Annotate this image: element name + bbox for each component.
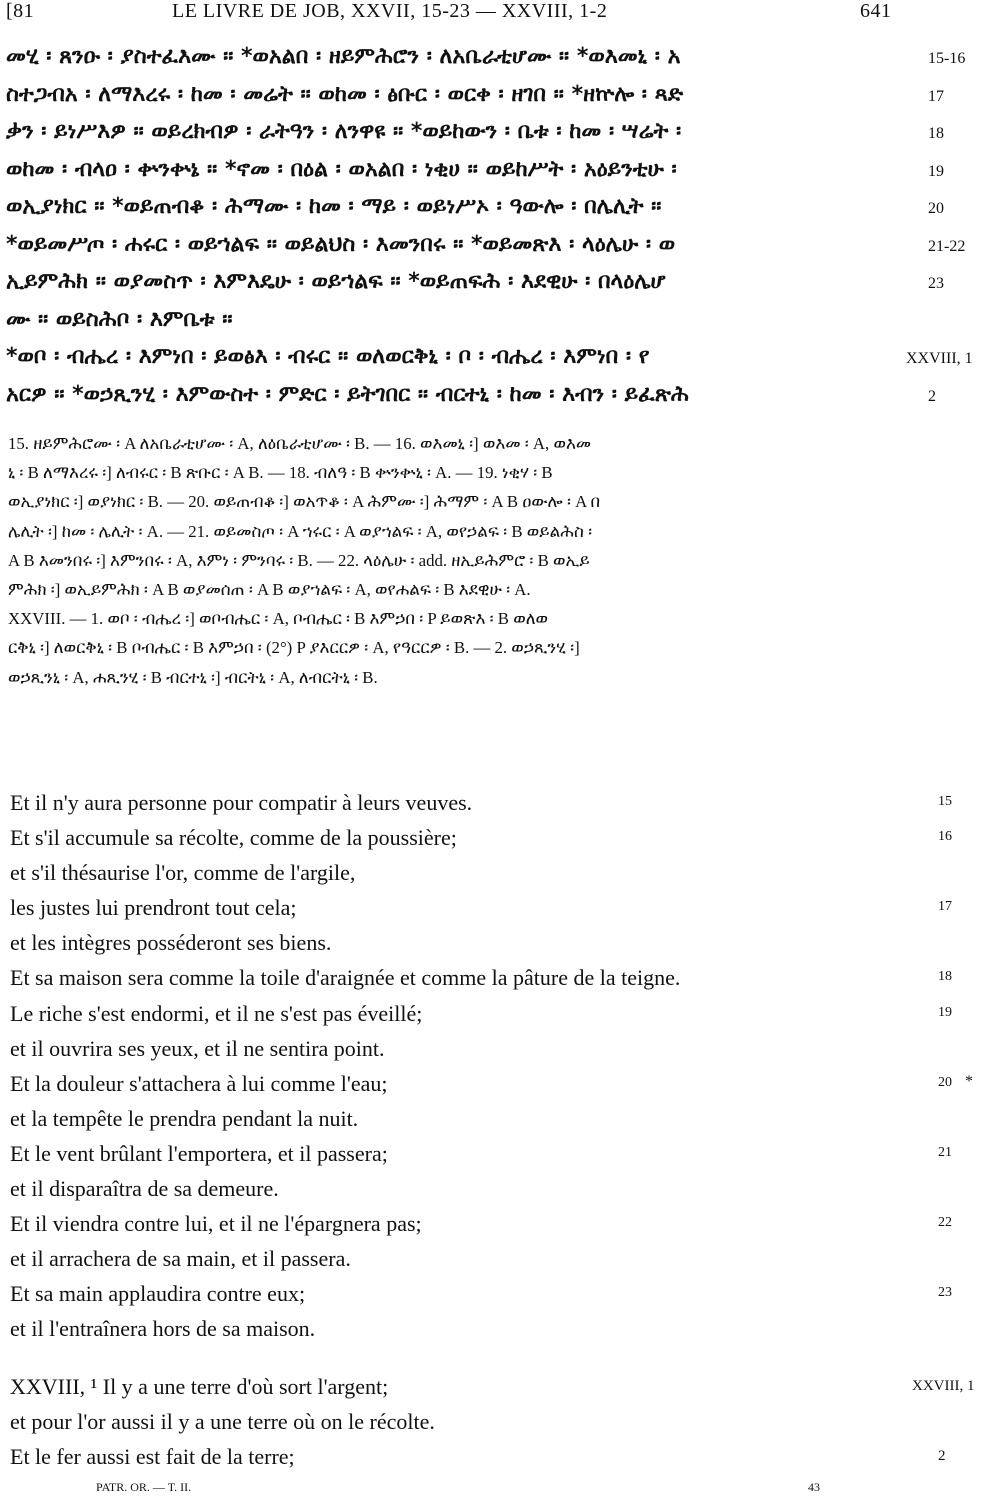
french-line-text: Et il n'y aura personne pour compatir à leurs veuves. bbox=[10, 790, 473, 815]
verse-number: XXVIII, 1 bbox=[906, 350, 973, 367]
french-line bbox=[10, 790, 990, 825]
french-line bbox=[10, 1374, 1000, 1409]
french-line bbox=[10, 1409, 1000, 1444]
verse-number: 15-16 bbox=[928, 50, 966, 67]
french-line-text: et il ouvrira ses yeux, et il ne sentira point. bbox=[10, 1035, 385, 1061]
apparatus-line: A B እመንበሩ ፡] እምንበሩ ፡ A, እምነ ፡ ምንባሩ ፡ B. — 22. ላዕሌሁ ፡ add. ዘኢይሕምሮ ፡ B ወኢይ bbox=[8, 550, 590, 570]
french-line-text: et la tempête le prendra pendant la nuit. bbox=[10, 1105, 359, 1131]
running-title: LE LIVRE DE JOB, XXVII, 15-23 — XXVIII, 1-2 bbox=[172, 0, 608, 22]
french-line-text: et il disparaîtra de sa demeure. bbox=[10, 1176, 279, 1202]
ethiopic-line bbox=[6, 307, 986, 345]
french-translation-block bbox=[10, 790, 990, 1352]
apparatus-line: XXVIII. — 1. ወቦ ፡ ብሔረ ፡] ወቦብሔር ፡ A, ቦብሔር ፡ B እምኃበ ፡ P ይወጽእ ፡ B ወለወ bbox=[8, 609, 549, 629]
verse-number: 16 bbox=[938, 829, 952, 845]
verse-number: 19 bbox=[928, 162, 944, 180]
french-line bbox=[10, 1176, 990, 1211]
french-line bbox=[10, 1444, 1000, 1479]
ethiopic-line-text: *ወቦ ፡ ብሔረ ፡ እምነበ ፡ ይወፅእ ፡ ብሩር ። ወለወርቅኒ ፡ ቦ ፡ ብሔረ ፡ እምነበ ፡ የ bbox=[6, 344, 650, 369]
french-line-text: Et le fer aussi est fait de la terre; bbox=[10, 1444, 295, 1470]
french-line bbox=[10, 1281, 990, 1316]
ethiopic-line-text: ወከመ ፡ ብላዐ ፡ ቍንቍኔ ። *ኖመ ፡ በዕል ፡ ወአልበ ፡ ነቂሀ ። ወይከሥት ፡ አዕይንቲሁ ፡ bbox=[6, 156, 677, 182]
ethiopic-line-text: ስተጋብአ ፡ ለማእረሩ ፡ ከመ ፡ መሬት ። ወከመ ፡ ፅቡር ፡ ወርቀ ፡ ዘገበ ። *ዘኵሎ ፡ ጻድ bbox=[6, 81, 684, 107]
signature-mark: 43 bbox=[808, 1480, 820, 1494]
french-line-text: et il arrachera de sa main, et il passera. bbox=[10, 1246, 351, 1272]
apparatus-line: ኒ ፡ B ለማእረሩ ፡] ለብሩር ፡ B ጽቡር ፡ A B. — 18. ብለዓ ፡ B ቍንቍኒ ፡ A. — 19. ነቂሃ ፡ B bbox=[8, 463, 553, 483]
french-line-text: Le riche s'est endormi, et il ne s'est pas éveillé; bbox=[10, 1000, 423, 1026]
verse-number: 23 bbox=[928, 275, 944, 292]
ethiopic-line bbox=[6, 157, 986, 195]
page-bracket-number: [81 bbox=[6, 0, 35, 22]
ethiopic-line bbox=[6, 382, 986, 420]
running-header bbox=[0, 0, 1000, 24]
french-line-text: et pour l'or aussi il y a une terre où on le récolte. bbox=[10, 1409, 435, 1435]
french-line-text: Et sa main applaudira contre eux; bbox=[10, 1281, 306, 1307]
apparatus-line: ርቅኒ ፡] ለወርቅኒ ፡ B ቦብሔር ፡ B እምኃበ ፡ (2°) P ያእርርዎ ፡ A, የዓርርዎ ፡ B. — 2. ወኃጺንሂ ፡] bbox=[8, 638, 580, 658]
footer-series-label: PATR. OR. — T. II. bbox=[96, 1480, 192, 1494]
ethiopic-line bbox=[6, 44, 986, 82]
french-line bbox=[10, 860, 990, 895]
verse-number: 18 bbox=[928, 125, 944, 142]
verse-number: 15 bbox=[938, 794, 952, 809]
verse-number: 2 bbox=[938, 1448, 946, 1465]
verse-number: XXVIII, 1 bbox=[912, 1378, 975, 1394]
critical-apparatus bbox=[8, 434, 908, 697]
ethiopic-line-text: አርዎ ። *ወኃጺንሂ ፡ እምውስተ ፡ ምድር ፡ ይትገበር ። ብርተኒ ፡ ከመ ፡ እብን ፡ ይፈጽሕ bbox=[6, 381, 689, 407]
verse-number: 21 bbox=[938, 1144, 952, 1160]
french-line bbox=[10, 1246, 990, 1281]
french-line-text: Et la douleur s'attachera à lui comme l'eau; bbox=[10, 1070, 388, 1096]
verse-number: 17 bbox=[938, 899, 952, 915]
french-line bbox=[10, 1316, 990, 1351]
french-line-text: Et il viendra contre lui, et il ne l'épargnera pas; bbox=[10, 1211, 422, 1237]
french-translation-block-chapter-28 bbox=[10, 1374, 1000, 1479]
french-line bbox=[10, 1071, 990, 1106]
french-line bbox=[10, 1106, 990, 1141]
ethiopic-line bbox=[6, 194, 986, 232]
verse-number: 17 bbox=[928, 87, 944, 105]
ethiopic-text-block bbox=[6, 44, 986, 419]
note-asterisk: * bbox=[965, 1072, 973, 1090]
ethiopic-line bbox=[6, 269, 986, 307]
french-line bbox=[10, 895, 990, 930]
french-line bbox=[10, 965, 990, 1000]
french-line-text: XXVIII, ¹ Il y a une terre d'où sort l'argent; bbox=[10, 1374, 389, 1399]
apparatus-line: ወኃጺንኒ ፡ A, ሐጺንሂ ፡ B ብርተኒ ፡] ብርትኒ ፡ A, ለብርትኒ ፡ B. bbox=[8, 667, 378, 687]
french-line bbox=[10, 1001, 990, 1036]
ethiopic-line bbox=[6, 119, 986, 157]
verse-number: 21-22 bbox=[928, 237, 966, 255]
ethiopic-line-text: ቃን ፡ ይነሥእዎ ። ወይረክብዎ ፡ ራትዓን ፡ ለንዋዩ ። *ወይከውን ፡ ቤቱ ፡ ከመ ፡ ሣሬት ፡ bbox=[6, 119, 682, 144]
verse-number: 20 bbox=[928, 200, 944, 217]
apparatus-line: ምሕክ ፡] ወኢይምሕክ ፡ A B ወያመሰጠ ፡ A B ወያኀልፍ ፡ A, ወየሐልፍ ፡ B እደዊሁ ፡ A. bbox=[8, 579, 531, 599]
verse-number: 18 bbox=[938, 969, 952, 985]
french-line-text: et s'il thésaurise l'or, comme de l'argile, bbox=[10, 860, 356, 886]
verse-number: 22 bbox=[938, 1215, 952, 1231]
french-line bbox=[10, 1036, 990, 1071]
ethiopic-line-text: *ወይመሥጦ ፡ ሐሩር ፡ ወይኀልፍ ። ወይልህስ ፡ እመንበሩ ። *ወይመጽእ ፡ ላዕሌሁ ፡ ወ bbox=[6, 231, 676, 257]
french-line bbox=[10, 1211, 990, 1246]
verse-number: 20 bbox=[938, 1074, 952, 1090]
ethiopic-line bbox=[6, 344, 986, 382]
french-line-text: Et s'il accumule sa récolte, comme de la poussière; bbox=[10, 825, 457, 851]
verse-number: 19 bbox=[938, 1004, 952, 1020]
french-line bbox=[10, 930, 990, 965]
ethiopic-line-text: ኢይምሕክ ። ወያመስጥ ፡ እምእዴሁ ፡ ወይኀልፍ ። *ወይጠፍሕ ፡ እደዊሁ ፡ በላዕሌሆ bbox=[6, 269, 666, 294]
ethiopic-line-text: መሂ ፡ ጸንዑ ፡ ያስተፈእሙ ። *ወአልበ ፡ ዘይምሕሮን ፡ ለአቤራቲሆሙ ። *ወእመኒ ፡ አ bbox=[6, 44, 681, 69]
french-line bbox=[10, 1141, 990, 1176]
apparatus-line: 15. ዘይምሕሮሙ ፡ A ለአቤራቲሆሙ ፡ A, ለዕቤራቲሆሙ ፡ B. — 16. ወእመኒ ፡] ወእመ ፡ A, ወእመ bbox=[8, 434, 592, 453]
french-line-text: les justes lui prendront tout cela; bbox=[10, 895, 297, 921]
verse-number: 2 bbox=[928, 387, 936, 405]
apparatus-line: ወኢያነክር ፡] ወያነክር ፡ B. — 20. ወይጠብቆ ፡] ወአጥቆ ፡ A ሕምሙ ፡] ሕማም ፡ A B ዐውሎ ፡ A በ bbox=[8, 492, 601, 512]
apparatus-line: ሌሊት ፡] ከመ ፡ ሌሊት ፡ A. — 21. ወይመስጦ ፡ A ኀሩር ፡ A ወያኀልፍ ፡ A, ወየኃልፍ ፡ B ወይልሕስ ፡ bbox=[8, 521, 593, 541]
ethiopic-line-text: ወኢያነክር ። *ወይጠብቆ ፡ ሕማሙ ፡ ከመ ፡ ማይ ፡ ወይነሥኦ ፡ ዓውሎ ፡ በሌሊት ። bbox=[6, 194, 662, 219]
ethiopic-line bbox=[6, 232, 986, 270]
ethiopic-line bbox=[6, 82, 986, 120]
french-line-text: Et le vent brûlant l'emportera, et il passera; bbox=[10, 1140, 388, 1166]
ethiopic-line-text: ሙ ። ወይስሕቦ ፡ እምቤቱ ። bbox=[6, 306, 233, 332]
french-line-text: et il l'entraînera hors de sa maison. bbox=[10, 1316, 316, 1342]
french-line-text: et les intègres posséderont ses biens. bbox=[10, 930, 332, 956]
page-number: 641 bbox=[860, 0, 892, 22]
page-footer bbox=[96, 1480, 896, 1495]
verse-number: 23 bbox=[938, 1285, 952, 1301]
french-line-text: Et sa maison sera comme la toile d'araignée et comme la pâture de la teigne. bbox=[10, 965, 681, 991]
french-line bbox=[10, 825, 990, 860]
